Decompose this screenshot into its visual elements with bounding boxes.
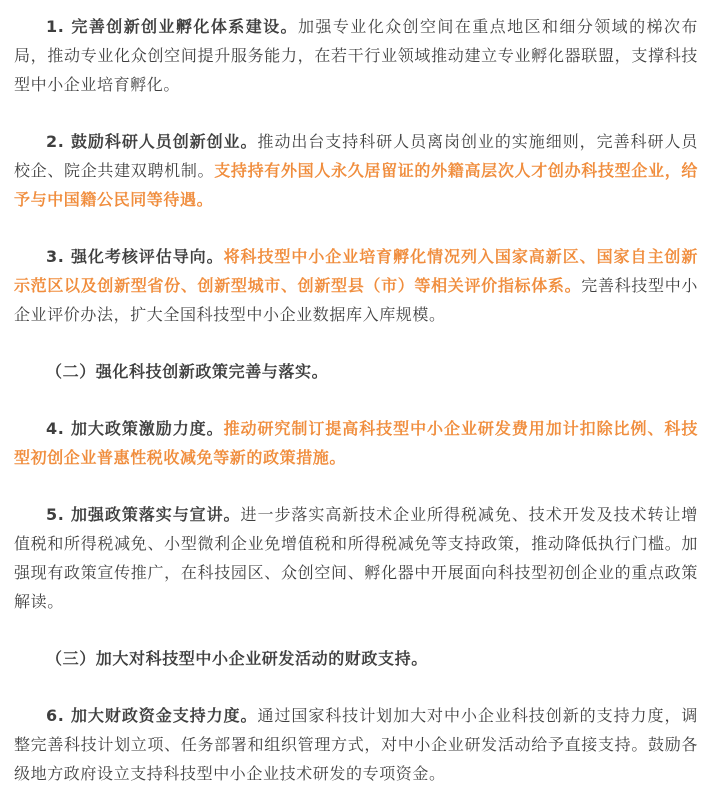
item-highlight: 将科技型中小企业培育孵化情况列入国家高新区、国家自主创新示范区以及创新型省份、创新型城市、创新型县（市）等相关评价指标体系。	[14, 247, 698, 295]
item-body: 通过国家科技计划加大对中小企业科技创新的支持力度，调整完善科技计划立项、任务部署和组织管理方式，对中小企业研发活动给予直接支持。鼓励各级地方政府设立支持科技型中小企业技术研发的专项资金。	[14, 706, 698, 783]
policy-item-2	[14, 127, 698, 214]
item-number: 1.	[46, 17, 72, 36]
section-heading-2	[14, 357, 698, 386]
policy-item-5	[14, 500, 698, 616]
item-number: 4.	[46, 419, 71, 438]
item-number: 3.	[46, 247, 71, 266]
item-title: 加大财政资金支持力度。	[70, 706, 258, 725]
item-title: 加大政策激励力度。	[70, 419, 224, 438]
item-number: 6.	[46, 706, 71, 725]
policy-item-1	[14, 12, 698, 99]
item-title: 强化考核评估导向。	[70, 247, 224, 266]
item-body: 完善科技型中小企业评价办法，扩大全国科技型中小企业数据库入库规模。	[14, 276, 699, 324]
item-number: 5.	[46, 505, 71, 524]
policy-item-4	[14, 414, 698, 472]
item-body: 推动出台支持科研人员离岗创业的实施细则，完善科研人员校企、院企共建双聘机制。	[14, 132, 698, 180]
item-highlight: 推动研究制订提高科技型中小企业研发费用加计扣除比例、科技型初创企业普惠性税收减免等新的政策措施。	[14, 419, 698, 467]
section-heading-text: （二）强化科技创新政策完善与落实。	[46, 362, 329, 381]
item-body: 加强专业化众创空间在重点地区和细分领域的梯次布局，推动专业化众创空间提升服务能力，在若干行业领域推动建立专业孵化器联盟，支撑科技型中小企业培育孵化。	[14, 17, 698, 94]
item-number: 2.	[46, 132, 71, 151]
item-title: 完善创新创业孵化体系建设。	[71, 17, 298, 36]
section-heading-text: （三）加大对科技型中小企业研发活动的财政支持。	[46, 649, 428, 668]
policy-item-3	[14, 242, 698, 329]
item-body: 进一步落实高新技术企业所得税减免、技术开发及技术转让增值税和所得税减免、小型微利企业免增值税和所得税减免等支持政策，推动降低执行门槛。加强现有政策宣传推广，在科技园区、众创空间、孵化器中开展面向科技型初创企业的重点政策解读。	[14, 505, 698, 611]
item-highlight: 支持持有外国人永久居留证的外籍高层次人才创办科技型企业，给予与中国籍公民同等待遇。	[14, 161, 698, 209]
section-heading-3	[14, 644, 698, 673]
item-title: 加强政策落实与宣讲。	[70, 505, 241, 524]
policy-item-6	[14, 701, 698, 788]
item-title: 鼓励科研人员创新创业。	[70, 132, 258, 151]
